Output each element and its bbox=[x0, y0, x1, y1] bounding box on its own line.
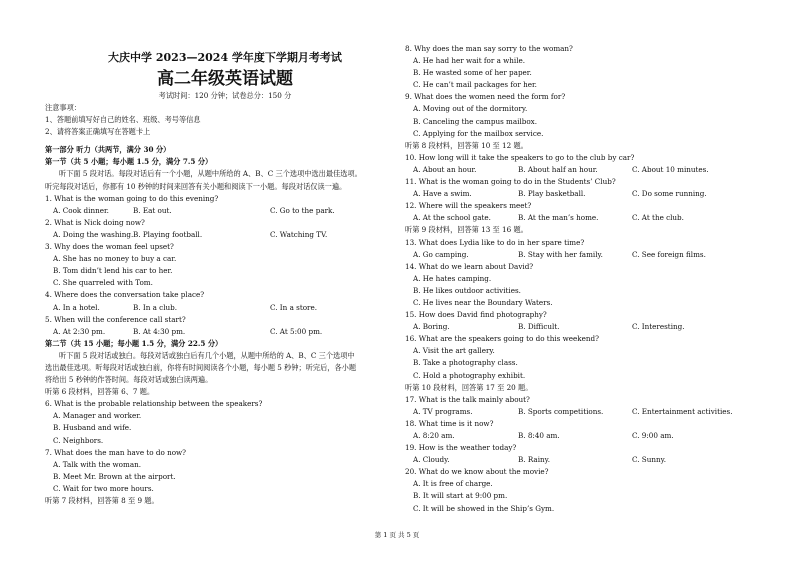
option[interactable]: A. Have a swim. bbox=[413, 189, 472, 199]
option[interactable]: B. Play basketball. bbox=[518, 189, 586, 199]
question-stem: 15. How does David find photography? bbox=[405, 310, 547, 320]
option[interactable]: B. Difficult. bbox=[518, 322, 560, 332]
question-stem: 17. What is the talk mainly about? bbox=[405, 394, 530, 404]
school-exam-title: 大庆中学 2023—2024 学年度下学期月考考试 bbox=[108, 51, 342, 64]
section2-title: 第二节（共 15 小题；每小题 1.5 分，满分 22.5 分） bbox=[45, 338, 223, 348]
question-stem: 4. Where does the conversation take place? bbox=[45, 290, 205, 300]
question-stem: 14. What do we learn about David? bbox=[405, 261, 534, 271]
option[interactable]: C. About 10 minutes. bbox=[632, 164, 709, 174]
notes-heading: 注意事项： bbox=[45, 103, 81, 112]
option[interactable]: C. It will be showed in the Ship’s Gym. bbox=[413, 503, 555, 513]
option[interactable]: B. He likes outdoor activities. bbox=[413, 285, 521, 295]
option[interactable]: B. He wasted some of her paper. bbox=[413, 68, 532, 78]
section1-instruction: 听完每段对话后，你都有 10 秒钟的时间来回答有关小题和阅读下一小题。每段对话仅读一遍。 bbox=[45, 181, 347, 191]
option[interactable]: A. About an hour. bbox=[413, 164, 477, 174]
option[interactable]: C. At the club. bbox=[632, 213, 684, 223]
option[interactable]: C. Hold a photography exhibit. bbox=[413, 370, 526, 380]
option[interactable]: A. TV programs. bbox=[413, 406, 473, 416]
page-title: 高二年级英语试题 bbox=[157, 69, 293, 89]
listening-material-note: 听第 10 段材料，回答第 17 至 20 题。 bbox=[405, 382, 533, 392]
option[interactable]: A. It is free of charge. bbox=[413, 479, 493, 489]
question-stem: 5. When will the conference call start? bbox=[45, 314, 186, 324]
listening-material-note: 听第 6 段材料，回答第 6、7 题。 bbox=[45, 387, 155, 397]
option[interactable]: A. He hates camping. bbox=[413, 273, 492, 283]
option[interactable]: B. 8:40 am. bbox=[518, 431, 560, 440]
right-column bbox=[405, 43, 755, 515]
question-options bbox=[405, 164, 755, 176]
option[interactable]: A. Go camping. bbox=[413, 249, 469, 259]
question-stem: 10. How long will it take the speakers to go to the club by car? bbox=[405, 152, 635, 162]
option[interactable]: C. 9:00 am. bbox=[632, 431, 674, 440]
option[interactable]: A. He had her wait for a while. bbox=[413, 56, 526, 66]
option[interactable]: B. Tom didn’t lend his car to her. bbox=[53, 266, 173, 276]
option[interactable]: C. Do some running. bbox=[632, 189, 707, 199]
question-stem: 2. What is Nick doing now? bbox=[45, 217, 145, 227]
option[interactable]: C. Interesting. bbox=[632, 322, 685, 332]
section1-instruction: 听下面 5 段对话。每段对话后有一个小题，从题中所给的 A、B、C 三个选项中选出最佳选项。 bbox=[59, 169, 362, 179]
question-stem: 3. Why does the woman feel upset? bbox=[45, 242, 174, 252]
option[interactable]: B. About half an hour. bbox=[518, 164, 598, 174]
part1-title: 第一部分 听力（共两节，满分 30 分） bbox=[45, 145, 171, 155]
option[interactable]: C. Watching TV. bbox=[270, 229, 328, 239]
question-stem: 7. What does the man have to do now? bbox=[45, 447, 187, 457]
option[interactable]: B. Sports competitions. bbox=[518, 406, 604, 416]
option[interactable]: C. See foreign films. bbox=[632, 249, 706, 259]
question-stem: 11. What is the woman going to do in the Students’ Club? bbox=[405, 177, 616, 187]
question-options bbox=[45, 229, 390, 241]
option[interactable]: B. Take a photography class. bbox=[413, 358, 518, 368]
option[interactable]: C. Entertainment activities. bbox=[632, 406, 733, 416]
question-stem: 13. What does Lydia like to do in her spare time? bbox=[405, 237, 585, 247]
listening-material-note: 听第 8 段材料，回答第 10 至 12 题。 bbox=[405, 140, 528, 150]
option[interactable]: C. Neighbors. bbox=[53, 435, 104, 445]
section2-instruction: 将给出 5 秒钟的作答时间。每段对话或独白读两遍。 bbox=[45, 375, 213, 385]
note-item: 2、请将答案正确填写在答题卡上 bbox=[45, 127, 151, 137]
question-options bbox=[405, 188, 755, 200]
option[interactable]: A. Doing the washing. bbox=[53, 229, 134, 239]
option[interactable]: A. In a hotel. bbox=[53, 302, 100, 312]
option[interactable]: B. Eat out. bbox=[133, 205, 172, 215]
option[interactable]: B. At the man’s home. bbox=[518, 213, 599, 223]
option[interactable]: B. At 4:30 pm. bbox=[133, 326, 186, 336]
option[interactable]: A. 8:20 am. bbox=[413, 431, 455, 440]
option[interactable]: B. Playing football. bbox=[133, 229, 203, 239]
option[interactable]: B. Stay with her family. bbox=[518, 249, 603, 259]
question-stem: 19. How is the weather today? bbox=[405, 443, 517, 453]
question-stem: 9. What does the women need the form for? bbox=[405, 92, 566, 102]
question-options bbox=[405, 454, 755, 466]
question-options bbox=[405, 406, 755, 418]
option[interactable]: A. At 2:30 pm. bbox=[53, 326, 106, 336]
question-stem: 12. Where will the speakers meet? bbox=[405, 201, 532, 211]
option[interactable]: C. He lives near the Boundary Waters. bbox=[413, 297, 553, 307]
question-options bbox=[405, 321, 755, 333]
option[interactable]: A. Cloudy. bbox=[413, 455, 450, 465]
option[interactable]: B. Canceling the campus mailbox. bbox=[413, 116, 538, 126]
section1-title: 第一节（共 5 小题；每小题 1.5 分，满分 7.5 分） bbox=[45, 157, 213, 167]
option[interactable]: A. Talk with the woman. bbox=[53, 459, 142, 469]
listening-material-note: 听第 7 段材料，回答第 8 至 9 题。 bbox=[45, 496, 159, 505]
option[interactable]: A. Visit the art gallery. bbox=[413, 346, 495, 356]
option[interactable]: A. She has no money to buy a car. bbox=[53, 254, 177, 264]
left-column bbox=[45, 0, 390, 507]
option[interactable]: B. Rainy. bbox=[518, 455, 551, 465]
question-stem: 20. What do we know about the movie? bbox=[405, 467, 549, 477]
option[interactable]: A. Manager and worker. bbox=[53, 411, 142, 421]
option[interactable]: C. Go to the park. bbox=[270, 205, 335, 215]
option[interactable]: A. Moving out of the dormitory. bbox=[413, 104, 528, 114]
note-item: 1、答题前填写好自己的姓名、班级、考号等信息 bbox=[45, 115, 201, 125]
option[interactable]: A. At the school gate. bbox=[413, 213, 491, 223]
option[interactable]: C. Wait for two more hours. bbox=[53, 483, 154, 493]
question-options bbox=[405, 212, 755, 224]
option[interactable]: C. At 5:00 pm. bbox=[270, 326, 323, 336]
option[interactable]: C. He can’t mail packages for her. bbox=[413, 80, 537, 90]
option[interactable]: B. It will start at 9:00 pm. bbox=[413, 491, 508, 501]
option[interactable]: B. In a club. bbox=[133, 302, 178, 312]
option[interactable]: A. Cook dinner. bbox=[53, 205, 109, 215]
option[interactable]: C. In a store. bbox=[270, 302, 318, 312]
option[interactable]: B. Husband and wife. bbox=[53, 423, 132, 433]
question-options bbox=[405, 249, 755, 261]
question-stem: 1. What is the woman going to do this evening? bbox=[45, 193, 219, 203]
question-stem: 18. What time is it now? bbox=[405, 418, 494, 428]
listening-material-note: 听第 9 段材料，回答第 13 至 16 题。 bbox=[405, 225, 528, 235]
option[interactable]: A. Boring. bbox=[413, 322, 450, 332]
question-options bbox=[405, 430, 755, 442]
question-options bbox=[45, 326, 390, 338]
option[interactable]: C. Sunny. bbox=[632, 455, 667, 465]
question-options bbox=[45, 302, 390, 314]
option[interactable]: C. Applying for the mailbox service. bbox=[413, 128, 544, 138]
option[interactable]: C. She quarreled with Tom. bbox=[53, 278, 153, 288]
exam-info: 考试时间：120 分钟；试卷总分：150 分 bbox=[158, 91, 292, 100]
section2-instruction: 听下面 5 段对话或独白。每段对话或独白后有几个小题，从题中所给的 A、B、C 三个选项中 bbox=[59, 350, 355, 360]
section2-instruction: 选出最佳选项。听每段对话或独白前，你将有时间阅读各个小题，每小题 5 秒钟；听完后，各小题 bbox=[45, 362, 357, 372]
question-stem: 6. What is the probable relationship between the speakers? bbox=[45, 399, 263, 409]
option[interactable]: B. Meet Mr. Brown at the airport. bbox=[53, 471, 176, 481]
question-stem: 16. What are the speakers going to do this weekend? bbox=[405, 334, 599, 344]
question-stem: 8. Why does the man say sorry to the woman? bbox=[405, 44, 573, 53]
page-number: 第 1 页 共 5 页 bbox=[374, 531, 420, 539]
question-options bbox=[45, 205, 390, 217]
